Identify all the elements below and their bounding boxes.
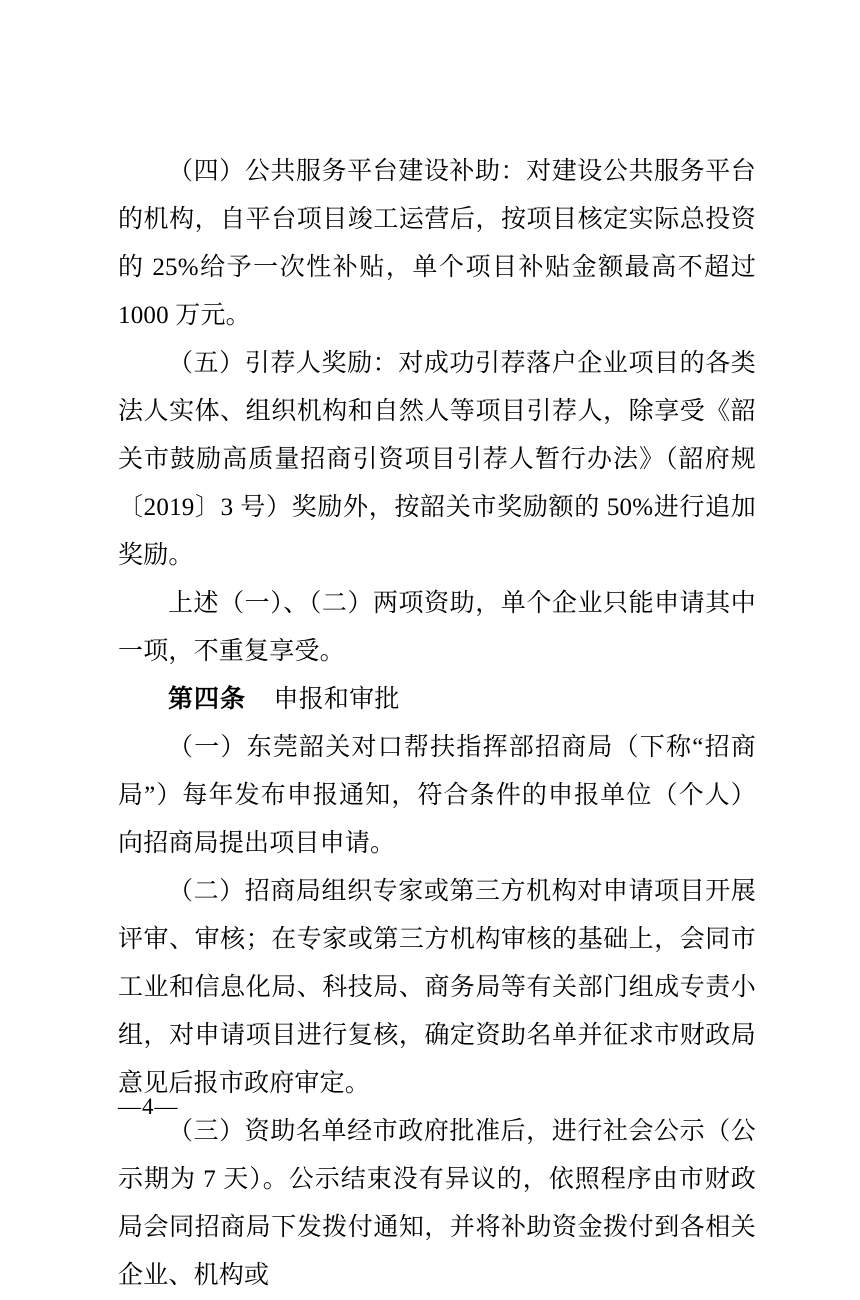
paragraph-expert-review: （二）招商局组织专家或第三方机构对申请项目开展评审、审核；在专家或第三方机构审核的基础上，会同市工业和信息化局、科技局、商务局等有关部门组成专责小组，对申请项目进行复核，确定资助名单并征求市财政局意见后报市政府审定。 [118,878,756,1097]
heading-article-four [118,676,756,724]
paragraph-public-service-platform-subsidy: （四）公共服务平台建设补助：对建设公共服务平台的机构，自平台项目竣工运营后，按项目核定实际总投资的 25%给予一次性补贴，单个项目补贴金额最高不超过 1000 万元。 [118,158,756,329]
document-body [118,148,756,1300]
paragraph-referrer-award: （五）引荐人奖励：对成功引荐落户企业项目的各类法人实体、组织机构和自然人等项目引荐人，除享受《韶关市鼓励高质量招商引资项目引荐人暂行办法》（韶府规〔2019〕3 号）奖励外，按韶关市奖励额的 50%进行追加奖励。 [118,350,756,569]
paragraph-application-notice: （一）东莞韶关对口帮扶指挥部招商局（下称“招商局”）每年发布申报通知，符合条件的申报单位（个人）向招商局提出项目申请。 [118,734,756,857]
paragraph-non-duplicate-note: 上述（一）、（二）两项资助，单个企业只能申请其中一项，不重复享受。 [118,590,756,665]
page-number-footer: —4— [118,1094,179,1119]
article-four-label: 第四条 [168,686,247,713]
article-four-title: 申报和审批 [273,686,400,713]
paragraph-public-announcement: （三）资助名单经市政府批准后，进行社会公示（公示期为 7 天）。公示结束没有异议的，依照程序由市财政局会同招商局下发拨付通知，并将补助资金拨付到各相关企业、机构或 [118,1118,756,1289]
